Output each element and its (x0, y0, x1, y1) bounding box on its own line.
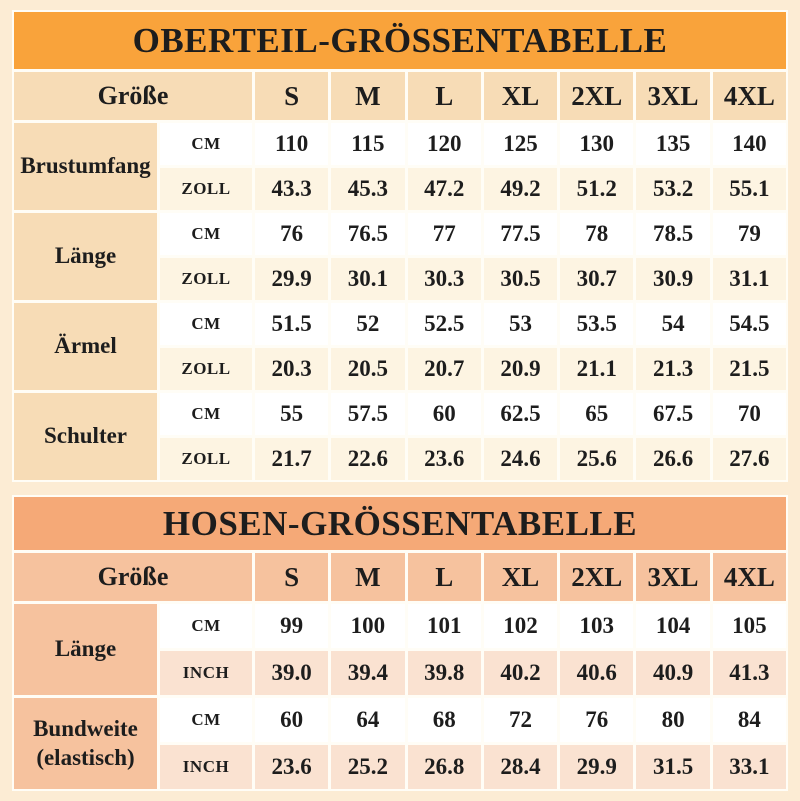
unit-label: INCH (160, 651, 252, 695)
size-value-cell: 20.5 (331, 348, 404, 390)
size-value-cell: 24.6 (484, 438, 557, 480)
measurement-label: Länge (14, 604, 157, 695)
size-column-header: 2XL (560, 553, 633, 601)
unit-label: ZOLL (160, 258, 252, 300)
size-value-cell: 20.3 (255, 348, 328, 390)
unit-label: CM (160, 303, 252, 345)
size-value-cell: 30.3 (408, 258, 481, 300)
size-value-cell: 41.3 (713, 651, 786, 695)
size-value-cell: 67.5 (636, 393, 709, 435)
size-value-cell: 110 (255, 123, 328, 165)
size-column-header: S (255, 72, 328, 120)
size-value-cell: 40.6 (560, 651, 633, 695)
size-value-cell: 21.5 (713, 348, 786, 390)
size-value-cell: 78 (560, 213, 633, 255)
size-value-cell: 51.5 (255, 303, 328, 345)
size-value-cell: 52 (331, 303, 404, 345)
unit-label: INCH (160, 745, 252, 789)
size-value-cell: 76 (255, 213, 328, 255)
size-value-cell: 33.1 (713, 745, 786, 789)
size-value-cell: 55.1 (713, 168, 786, 210)
size-value-cell: 30.1 (331, 258, 404, 300)
size-value-cell: 65 (560, 393, 633, 435)
size-value-cell: 43.3 (255, 168, 328, 210)
size-grid (14, 553, 786, 789)
size-value-cell: 77 (408, 213, 481, 255)
size-value-cell: 125 (484, 123, 557, 165)
size-value-cell: 30.5 (484, 258, 557, 300)
size-value-cell: 135 (636, 123, 709, 165)
size-column-header: 4XL (713, 553, 786, 601)
size-value-cell: 80 (636, 698, 709, 742)
size-value-cell: 47.2 (408, 168, 481, 210)
size-value-cell: 45.3 (331, 168, 404, 210)
size-column-header: L (408, 72, 481, 120)
measurement-label: Länge (14, 213, 157, 300)
size-value-cell: 20.7 (408, 348, 481, 390)
size-value-cell: 54.5 (713, 303, 786, 345)
size-value-cell: 70 (713, 393, 786, 435)
unit-label: ZOLL (160, 168, 252, 210)
measurement-label: Schulter (14, 393, 157, 480)
size-column-header: XL (484, 553, 557, 601)
size-value-cell: 72 (484, 698, 557, 742)
size-column-header: 4XL (713, 72, 786, 120)
size-value-cell: 100 (331, 604, 404, 648)
size-column-header: S (255, 553, 328, 601)
size-value-cell: 28.4 (484, 745, 557, 789)
size-value-cell: 29.9 (255, 258, 328, 300)
size-value-cell: 31.1 (713, 258, 786, 300)
size-value-cell: 101 (408, 604, 481, 648)
size-value-cell: 55 (255, 393, 328, 435)
size-value-cell: 57.5 (331, 393, 404, 435)
size-header-label: Größe (14, 72, 252, 120)
size-value-cell: 68 (408, 698, 481, 742)
unit-label: CM (160, 698, 252, 742)
unit-label: ZOLL (160, 348, 252, 390)
size-value-cell: 76 (560, 698, 633, 742)
size-value-cell: 77.5 (484, 213, 557, 255)
size-value-cell: 130 (560, 123, 633, 165)
size-column-header: 3XL (636, 72, 709, 120)
size-value-cell: 39.0 (255, 651, 328, 695)
size-value-cell: 20.9 (484, 348, 557, 390)
unit-label: CM (160, 604, 252, 648)
size-column-header: XL (484, 72, 557, 120)
size-value-cell: 31.5 (636, 745, 709, 789)
size-value-cell: 60 (408, 393, 481, 435)
size-grid (14, 72, 786, 480)
size-value-cell: 26.8 (408, 745, 481, 789)
measurement-label: Bundweite (elastisch) (14, 698, 157, 789)
size-value-cell: 53.2 (636, 168, 709, 210)
oberteil-size-table (12, 10, 788, 482)
size-value-cell: 140 (713, 123, 786, 165)
unit-label: CM (160, 393, 252, 435)
size-value-cell: 26.6 (636, 438, 709, 480)
size-value-cell: 120 (408, 123, 481, 165)
size-value-cell: 21.1 (560, 348, 633, 390)
unit-label: CM (160, 123, 252, 165)
size-value-cell: 60 (255, 698, 328, 742)
size-value-cell: 22.6 (331, 438, 404, 480)
size-value-cell: 40.2 (484, 651, 557, 695)
size-value-cell: 25.6 (560, 438, 633, 480)
size-value-cell: 23.6 (408, 438, 481, 480)
size-column-header: M (331, 553, 404, 601)
size-value-cell: 76.5 (331, 213, 404, 255)
size-value-cell: 27.6 (713, 438, 786, 480)
size-value-cell: 39.4 (331, 651, 404, 695)
unit-label: CM (160, 213, 252, 255)
size-value-cell: 84 (713, 698, 786, 742)
size-value-cell: 79 (713, 213, 786, 255)
size-value-cell: 39.8 (408, 651, 481, 695)
size-header-label: Größe (14, 553, 252, 601)
size-value-cell: 49.2 (484, 168, 557, 210)
size-value-cell: 105 (713, 604, 786, 648)
size-value-cell: 25.2 (331, 745, 404, 789)
size-column-header: M (331, 72, 404, 120)
size-value-cell: 103 (560, 604, 633, 648)
size-value-cell: 54 (636, 303, 709, 345)
size-value-cell: 40.9 (636, 651, 709, 695)
table-title: HOSEN-GRÖSSENTABELLE (14, 497, 786, 550)
size-column-header: L (408, 553, 481, 601)
size-column-header: 2XL (560, 72, 633, 120)
unit-label: ZOLL (160, 438, 252, 480)
size-value-cell: 53 (484, 303, 557, 345)
size-value-cell: 62.5 (484, 393, 557, 435)
size-value-cell: 30.9 (636, 258, 709, 300)
hosen-size-table (12, 495, 788, 791)
size-value-cell: 51.2 (560, 168, 633, 210)
size-value-cell: 64 (331, 698, 404, 742)
size-value-cell: 23.6 (255, 745, 328, 789)
size-value-cell: 21.3 (636, 348, 709, 390)
size-value-cell: 52.5 (408, 303, 481, 345)
measurement-label: Ärmel (14, 303, 157, 390)
size-value-cell: 53.5 (560, 303, 633, 345)
measurement-label: Brustumfang (14, 123, 157, 210)
size-value-cell: 115 (331, 123, 404, 165)
size-value-cell: 104 (636, 604, 709, 648)
size-value-cell: 29.9 (560, 745, 633, 789)
size-value-cell: 102 (484, 604, 557, 648)
size-column-header: 3XL (636, 553, 709, 601)
size-value-cell: 30.7 (560, 258, 633, 300)
size-value-cell: 21.7 (255, 438, 328, 480)
size-value-cell: 78.5 (636, 213, 709, 255)
size-value-cell: 99 (255, 604, 328, 648)
table-title: OBERTEIL-GRÖSSENTABELLE (14, 12, 786, 69)
